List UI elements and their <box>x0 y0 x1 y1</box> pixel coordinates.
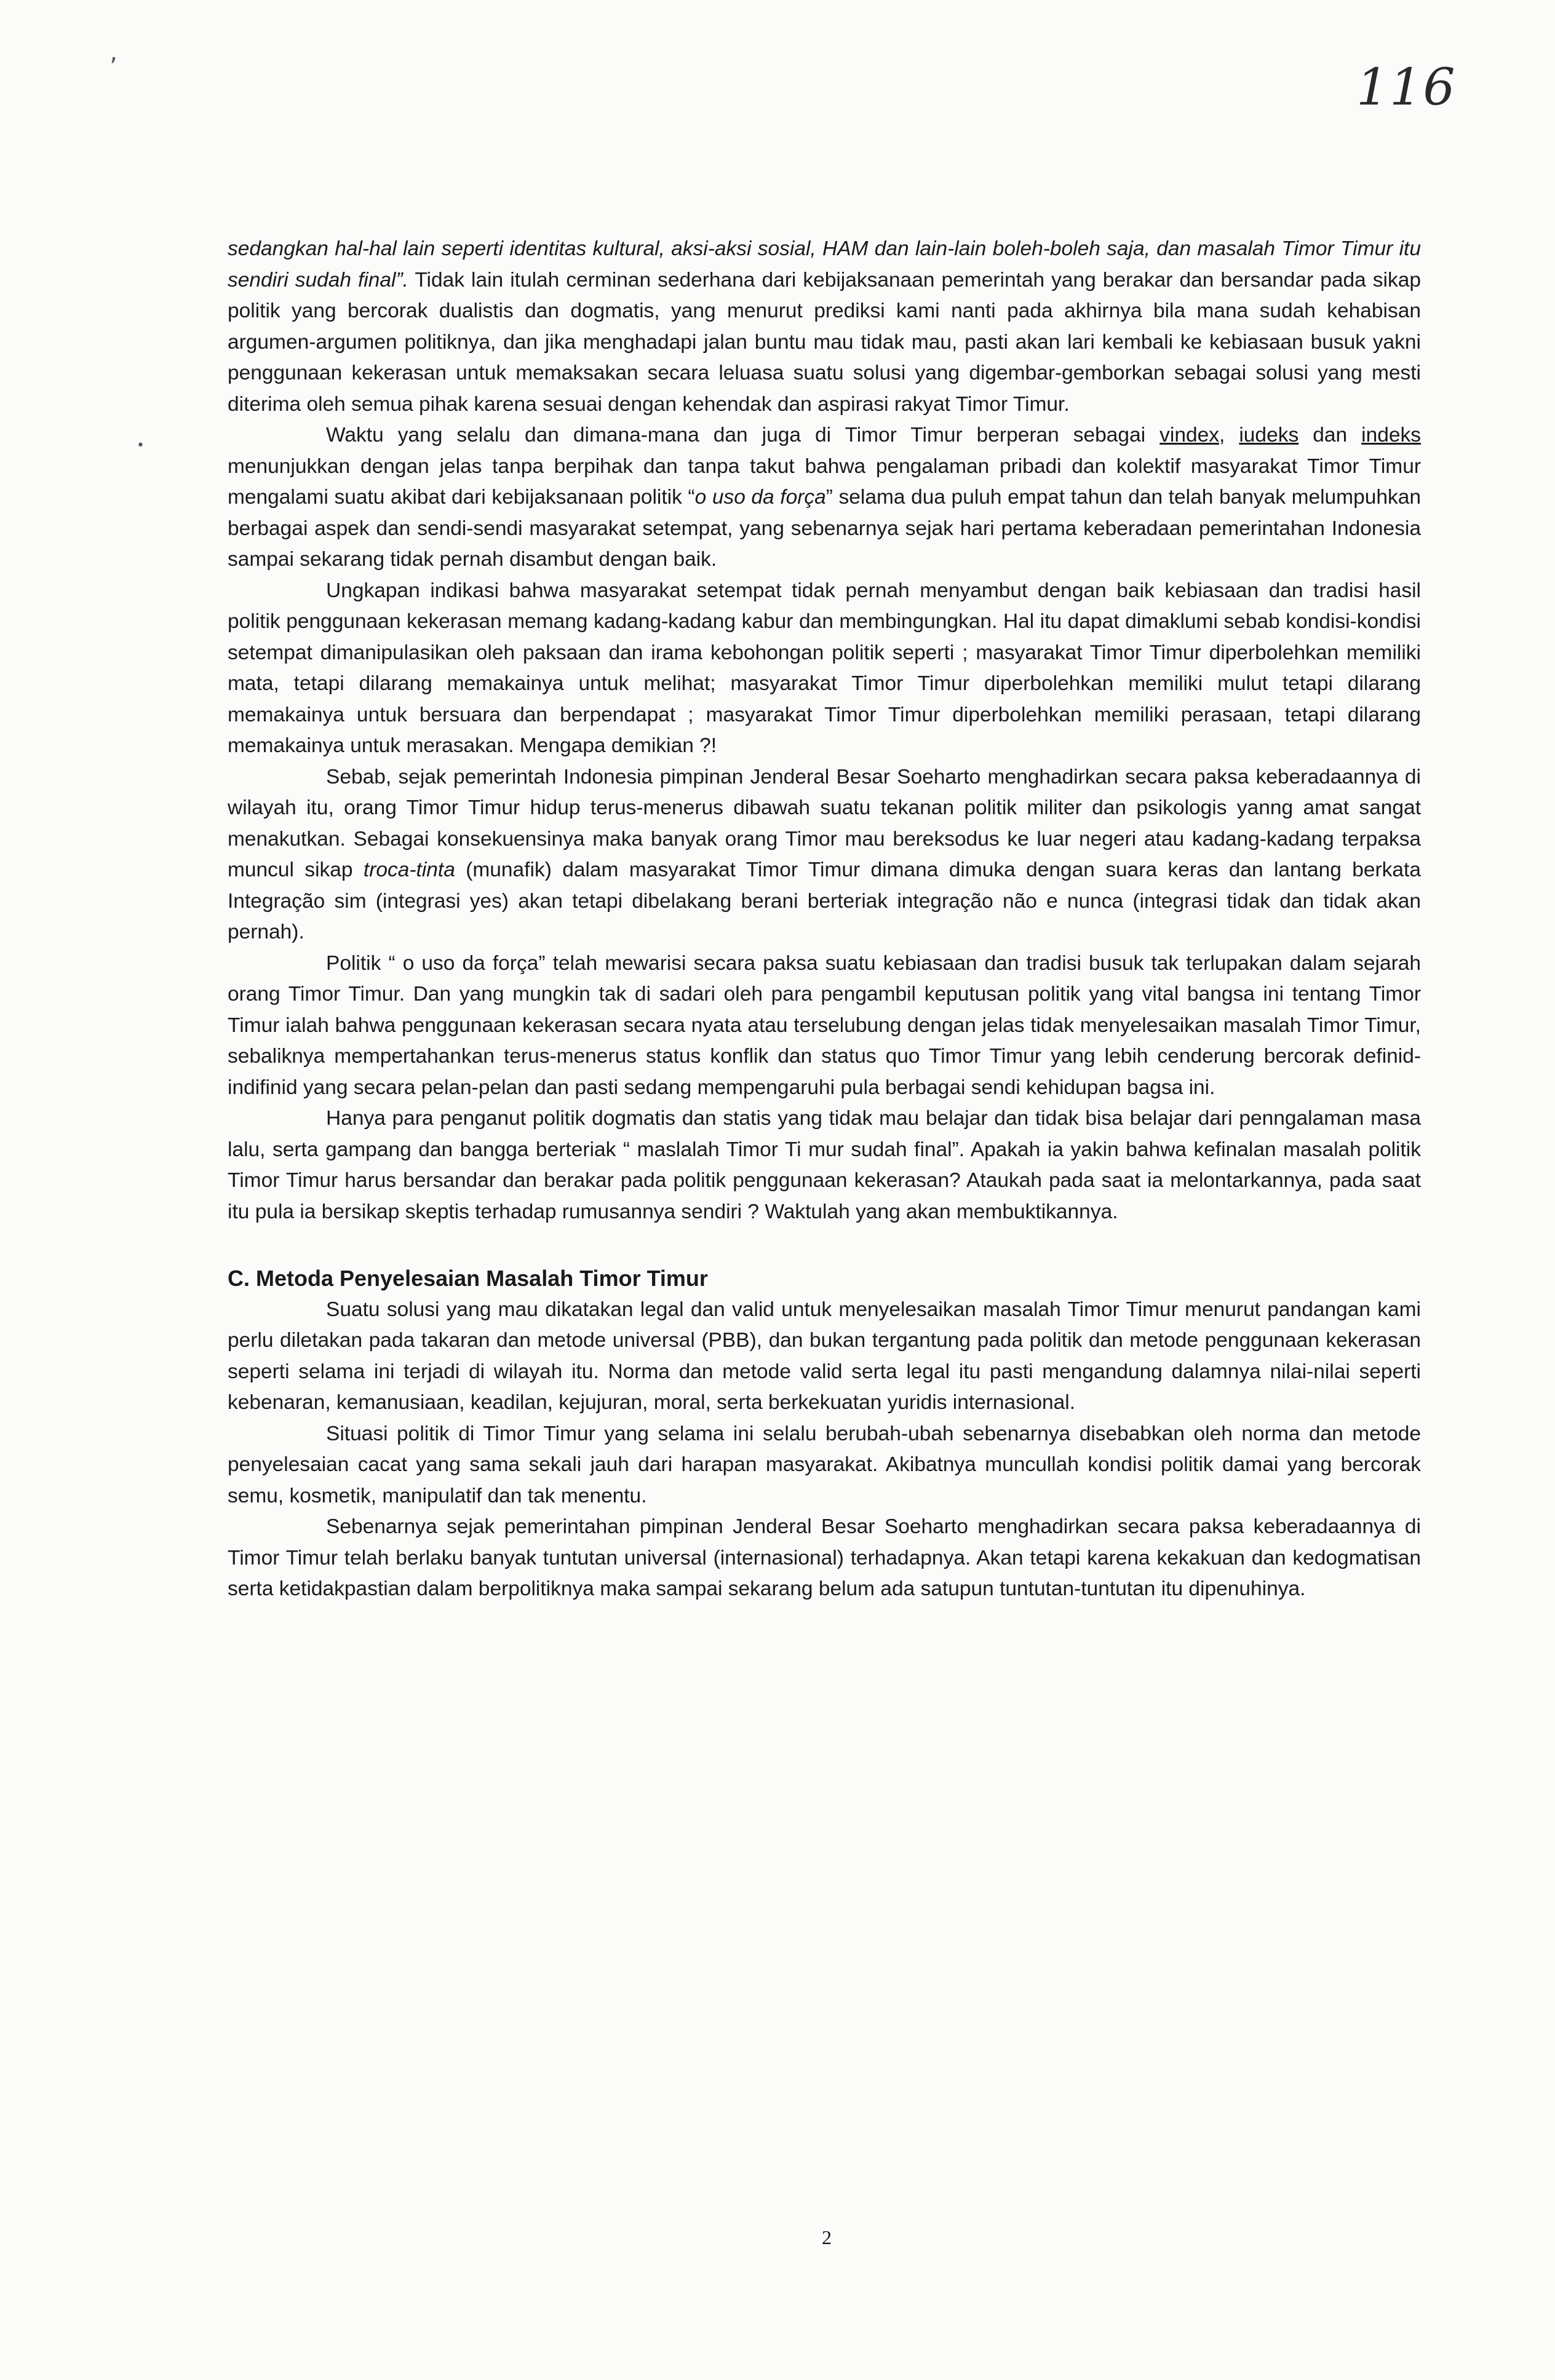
underlined-term: vindex <box>1159 424 1220 446</box>
paragraph <box>228 762 1421 948</box>
paragraph: Politik “ o uso da força” telah mewarisi secara paksa suatu kebiasaan dan tradisi busuk tak terlupakan dalam sejarah orang Timor Timur. Dan yang mungkin tak di sadari oleh para pengambil keputusan politik yang vital bangsa ini tentang Timor Timur ialah bahwa penggunaan kekerasan secara nyata atau terselubung dengan jelas tidak menyelesaikan masalah Timor Timur, sebaliknya mempertahankan terus-menerus status konflik dan status quo Timor Timur yang lebih cenderung bercorak definid-indifinid yang secara pelan-pelan dan pasti sedang mempengaruhi pula berbagai sendi kehidupan bagsa ini. <box>228 951 1421 1099</box>
handwritten-page-number: 116 <box>1356 58 1457 117</box>
italic-quote: sedangkan hal-hal lain seperti identitas kultural, aksi-aksi sosial, HAM dan lain-lain boleh-boleh saja, dan masalah Timor Timur itu sendiri sudah final”. <box>228 237 1421 292</box>
page-number: 2 <box>822 2226 832 2248</box>
text-run: dan <box>1298 424 1362 446</box>
paragraph: Suatu solusi yang mau dikatakan legal dan valid untuk menyelesaikan masalah Timor Timur menurut pandangan kami perlu diletakan pada takaran dan metode universal (PBB), dan bukan tergantung pada politik dan metode penggunaan kekerasan seperti selama ini terjadi di wilayah itu. Norma dan metode valid serta legal itu pasti mengandung dalamnya nilai-nilai seperti kebenaran, kemanusiaan, keadilan, kejujuran, moral, serta berkekuatan yuridis internasional. <box>228 1298 1421 1414</box>
body-text <box>228 234 1421 1605</box>
section-heading: C. Metoda Penyelesaian Masalah Timor Timur <box>228 1266 708 1291</box>
text-run: Waktu yang selalu dan dimana-mana dan juga di Timor Timur berperan sebagai <box>326 424 1160 446</box>
italic-term: troca-tinta <box>363 859 455 881</box>
text-run: Sebab, sejak pemerintah Indonesia pimpinan Jenderal Besar Soeharto menghadirkan secara paksa keberadaannya di wilayah itu, orang Timor Timur hidup terus-menerus dibawah suatu tekanan politik militer dan psikologis yanng amat sangat menakutkan. Sebagai konsekuensinya maka banyak orang Timor mau bereksodus ke luar negeri atau kadang-kadang terpaksa muncul sikap <box>228 765 1421 881</box>
paragraph: Sebenarnya sejak pemerintahan pimpinan Jenderal Besar Soeharto menghadirkan secara paksa keberadaannya di Timor Timur telah berlaku banyak tuntutan universal (internasional) terhadapnya. Akan tetapi karena kekakuan dan kedogmatisan serta ketidakpastian dalam berpolitiknya maka sampai sekarang belum ada satupun tuntutan-tuntutan itu dipenuhinya. <box>228 1515 1421 1600</box>
stray-mark: • <box>137 438 145 453</box>
paragraph: Situasi politik di Timor Timur yang selama ini selalu berubah-ubah sebenarnya disebabkan oleh norma dan metode penyelesaian cacat yang sama sekali jauh dari harapan masyarakat. Akibatnya muncullah kondisi politik damai yang bercorak semu, kosmetik, manipulatif dan tak menentu. <box>228 1422 1421 1507</box>
stray-mark: ‚ <box>109 38 117 66</box>
paragraph <box>228 234 1421 420</box>
text-run: menunjukkan dengan jelas tanpa berpihak dan tanpa takut bahwa pengalaman pribadi dan kolektif masyarakat Timor Timur mengalami suatu akibat dari kebijaksanaan politik “ <box>228 454 1421 509</box>
italic-term: o uso da força <box>694 486 826 509</box>
text-run: Tidak lain itulah cerminan sederhana dari kebijaksanaan pemerintah yang berakar dan bersandar pada sikap politik yang bercorak dualistis dan dogmatis, yang menurut prediksi kami nanti pada akhirnya bila mana sudah kehabisan argumen-argumen politiknya, dan jika menghadapi jalan buntu mau tidak mau, pasti akan lari kembali ke kebiasaan busuk yakni penggunaan kekerasan untuk memaksakan secara leluasa suatu solusi yang digembar-gemborkan sebagai solusi yang mesti diterima oleh semua pihak karena sesuai dengan kehendak dan aspirasi rakyat Timor Timur. <box>228 268 1421 416</box>
paragraph: Hanya para penganut politik dogmatis dan statis yang tidak mau belajar dan tidak bisa belajar dari penngalaman masa lalu, serta gampang dan bangga berteriak “ maslalah Timor Ti mur sudah final”. Apakah ia yakin bahwa kefinalan masalah politik Timor Timur harus bersandar dan berakar pada politik penggunaan kekerasan? Ataukah pada saat ia melontarkannya, pada saat itu pula ia bersikap skeptis terhadap rumusannya sendiri ? Waktulah yang akan membuktikannya. <box>228 1107 1421 1223</box>
underlined-term: indeks <box>1361 424 1421 446</box>
paragraph: Ungkapan indikasi bahwa masyarakat setempat tidak pernah menyambut dengan baik kebiasaan dan tradisi hasil politik penggunaan kekerasan memang kadang-kadang kabur dan membingungkan. Hal itu dapat dimaklumi sebab kondisi-kondisi setempat dimanipulasikan oleh paksaan dan irama kebohongan politik seperti ; masyarakat Timor Timur diperbolehkan memiliki mata, tetapi dilarang memakainya untuk melihat; masyarakat Timor Timur diperbolehkan memiliki mulut tetapi dilarang memakainya untuk bersuara dan berpendapat ; masyarakat Timor Timur diperbolehkan memiliki perasaan, tetapi dilarang memakainya untuk merasakan. Mengapa demikian ?! <box>228 579 1421 757</box>
underlined-term: iudeks <box>1239 424 1299 446</box>
text-run: , <box>1219 424 1239 446</box>
text-run: (munafik) dalam masyarakat Timor Timur dimana dimuka dengan suara keras dan lantang berkata Integração sim (integrasi yes) akan tetapi dibelakang berani berteriak integração não e nunca (integrasi tidak dan tidak akan pernah). <box>228 859 1421 943</box>
text-run: ” selama dua puluh empat tahun dan telah banyak melumpuhkan berbagai aspek dan sendi-sendi masyarakat setempat, yang sebenarnya sejak hari pertama keberadaan pemerintahan Indonesia sampai sekarang tidak pernah disambut dengan baik. <box>228 486 1421 571</box>
paragraph <box>228 420 1421 576</box>
